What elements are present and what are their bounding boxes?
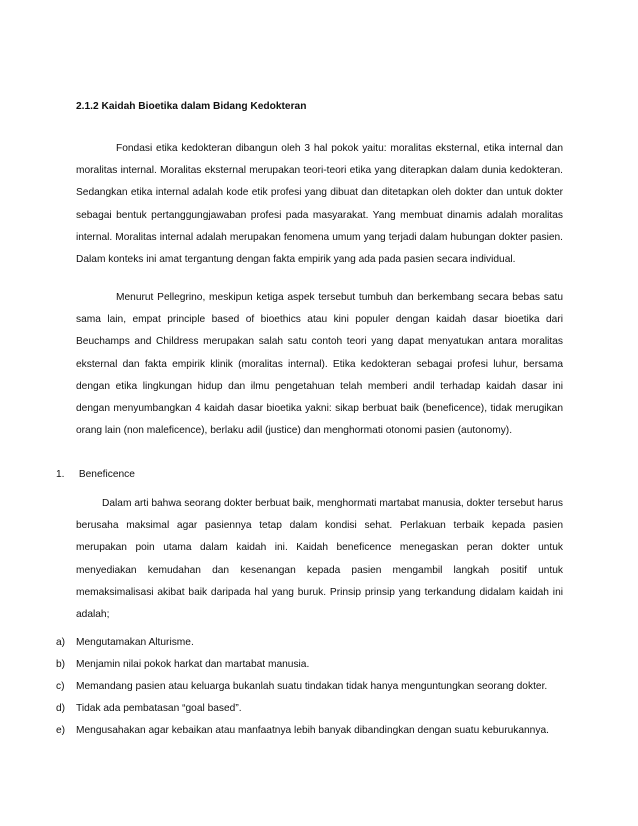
list-item [56, 676, 566, 698]
paragraph-moralitas: Fondasi etika kedokteran dibangun oleh 3 hal pokok yaitu: moralitas eksternal, etika internal dan moralitas internal. Moralitas eksternal merupakan teori-teori etika yang diterapkan dalam dunia kedokteran. Sedangkan etika internal adalah kode etik profesi yang dibuat dan ditetapkan oleh dokter dan untuk dokter sebagai bentuk pertanggungjawaban profesi pada masyarakat. Yang membuat dinamis adalah moralitas internal. Moralitas internal adalah merupakan fenomena umum yang terjadi dalam hubungan dokter pasien. Dalam konteks ini amat tergantung dengan fakta empirik yang ada pada pasien secara individual. [76, 143, 563, 266]
list-number: 1. [56, 469, 65, 480]
list-marker: b) [56, 659, 66, 671]
list-item-beneficence [56, 469, 135, 480]
section-heading: 2.1.2 Kaidah Bioetika dalam Bidang Kedokteran [76, 101, 307, 112]
list-item [56, 698, 566, 720]
list-marker: e) [56, 725, 66, 737]
list-item [56, 720, 566, 742]
list-text: Mengusahakan agar kebaikan atau manfaatnya lebih banyak dibandingkan dengan suatu keburukannya. [76, 725, 549, 737]
list-marker: a) [56, 637, 66, 648]
list-item [56, 632, 566, 654]
paragraph-beneficence: Dalam arti bahwa seorang dokter berbuat baik, menghormati martabat manusia, dokter tersebut harus berusaha maksimal agar pasiennya tetap dalam kondisi sehat. Perlakuan terbaik kepada pasien merupakan poin utama dalam kaidah ini. Kaidah beneficence menegaskan peran dokter untuk menyediakan kemudahan dan kesenangan kepada pasien mengambil langkah positif untuk memaksimalisasi akibat baik daripada hal yang buruk. Prinsip prinsip yang terkandung didalam kaidah ini adalah; [76, 498, 563, 621]
list-text: Memandang pasien atau keluarga bukanlah suatu tindakan tidak hanya menguntungkan seorang dokter. [76, 681, 548, 693]
list-title: Beneficence [78, 469, 135, 480]
list-text: Tidak ada pembatasan “goal based”. [76, 703, 242, 715]
list-text: Menjamin nilai pokok harkat dan martabat manusia. [76, 659, 310, 671]
list-marker: c) [56, 681, 65, 693]
paragraph-pellegrino: Menurut Pellegrino, meskipun ketiga aspek tersebut tumbuh dan berkembang secara bebas satu sama lain, empat principle based of bioethics atau kini populer dengan kaidah dasar bioetika dari Beuchamps and Childress merupakan salah satu contoh teori yang dapat menyatukan antara moralitas eksternal dan fakta empirik klinik (moralitas internal). Etika kedokteran sebagai profesi luhur, bersama dengan etika lingkungan hidup dan ilmu pengetahuan telah memberi andil terhadap kaidah dasar ini dengan menyumbangkan 4 kaidah dasar bioetika yakni: sikap berbuat baik (beneficence), tidak merugikan orang lain (non maleficence), berlaku adil (justice) dan menghormati otonomi pasien (autonomy). [76, 292, 563, 437]
list-item [56, 654, 566, 676]
list-marker: d) [56, 703, 66, 715]
list-text: Mengutamakan Alturisme. [76, 637, 194, 648]
principles-list [56, 632, 566, 742]
